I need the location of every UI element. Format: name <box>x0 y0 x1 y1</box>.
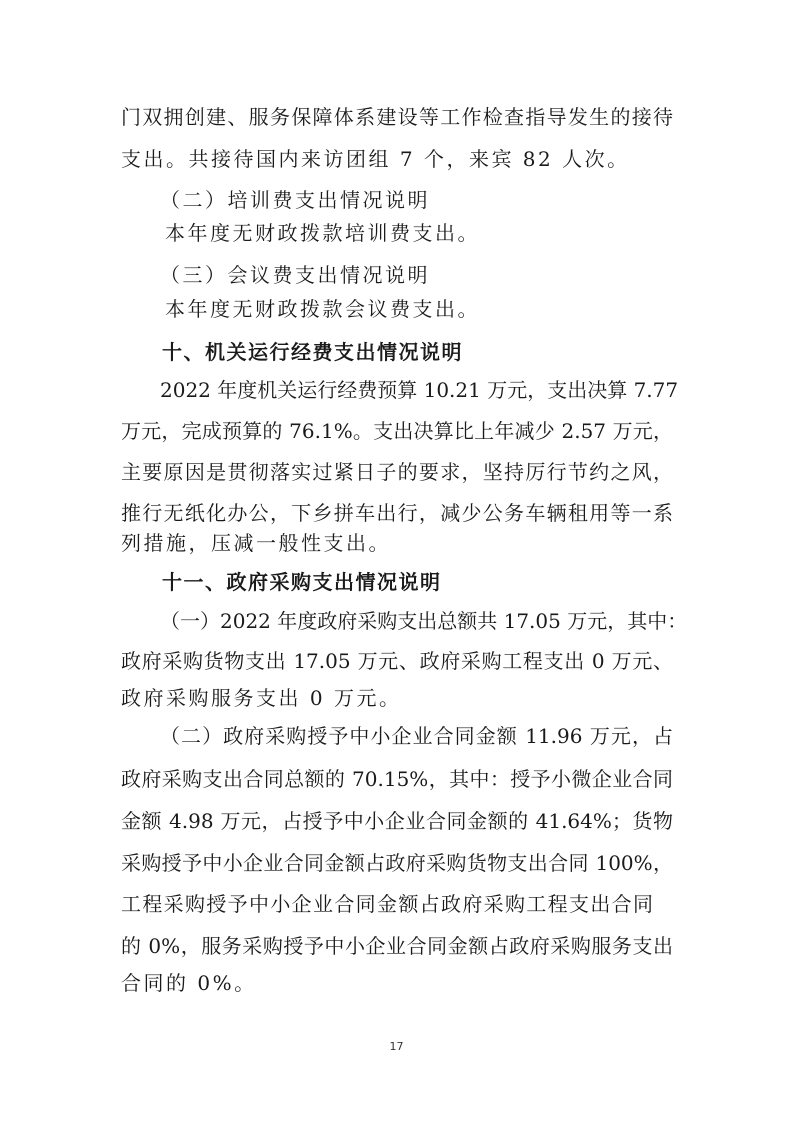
subheading-meeting-expenses: （三）会议费支出情况说明 <box>160 263 430 287</box>
paragraph-sme-contracts-line-3: 金额 4.98 万元，占授予中小企业合同金额的 41.64%；货物 <box>121 809 673 833</box>
paragraph-sme-contracts-line-1: （二）政府采购授予中小企业合同金额 11.96 万元，占 <box>160 724 673 748</box>
paragraph-operating-line-5: 列措施，压减一般性支出。 <box>121 531 391 555</box>
paragraph-reception-line-2: 支出。共接待国内来访团组 7 个，来宾 82 人次。 <box>121 147 630 171</box>
paragraph-sme-contracts-line-7: 合同的 0%。 <box>121 971 257 995</box>
paragraph-operating-line-3: 主要原因是贯彻落实过紧日子的要求，坚持厉行节约之风， <box>121 460 673 484</box>
page-number: 17 <box>389 1040 404 1053</box>
paragraph-operating-line-4: 推行无纸化办公，下乡拼车出行，减少公务车辆租用等一系 <box>121 501 673 525</box>
paragraph-sme-contracts-line-2: 政府采购支出合同总额的 70.15%，其中：授予小微企业合同 <box>121 767 673 791</box>
paragraph-procurement-total-line-3: 政府采购服务支出 0 万元。 <box>121 686 402 710</box>
section-heading-operating-expenses: 十、机关运行经费支出情况说明 <box>162 340 463 364</box>
paragraph-reception-line-1: 门双拥创建、服务保障体系建设等工作检查指导发生的接待 <box>121 105 673 129</box>
paragraph-operating-line-2: 万元，完成预算的 76.1%。支出决算比上年减少 2.57 万元， <box>121 419 673 443</box>
paragraph-operating-line-1: 2022 年度机关运行经费预算 10.21 万元，支出决算 7.77 <box>160 378 679 402</box>
paragraph-sme-contracts-line-5: 工程采购授予中小企业合同金额占政府采购工程支出合同 <box>121 892 653 916</box>
subheading-training-expenses: （二）培训费支出情况说明 <box>160 188 430 212</box>
paragraph-procurement-total-line-1: （一）2022 年度政府采购支出总额共 17.05 万元，其中： <box>160 609 688 633</box>
paragraph-meeting-expenses: 本年度无财政拨款会议费支出。 <box>165 297 480 321</box>
paragraph-sme-contracts-line-6: 的 0%，服务采购授予中小企业合同金额占政府采购服务支出 <box>121 934 673 958</box>
paragraph-training-expenses: 本年度无财政拨款培训费支出。 <box>165 221 480 245</box>
paragraph-procurement-total-line-2: 政府采购货物支出 17.05 万元、政府采购工程支出 0 万元、 <box>121 649 673 673</box>
paragraph-sme-contracts-line-4: 采购授予中小企业合同金额占政府采购货物支出合同 100%， <box>121 851 673 875</box>
section-heading-government-procurement: 十一、政府采购支出情况说明 <box>162 570 442 594</box>
